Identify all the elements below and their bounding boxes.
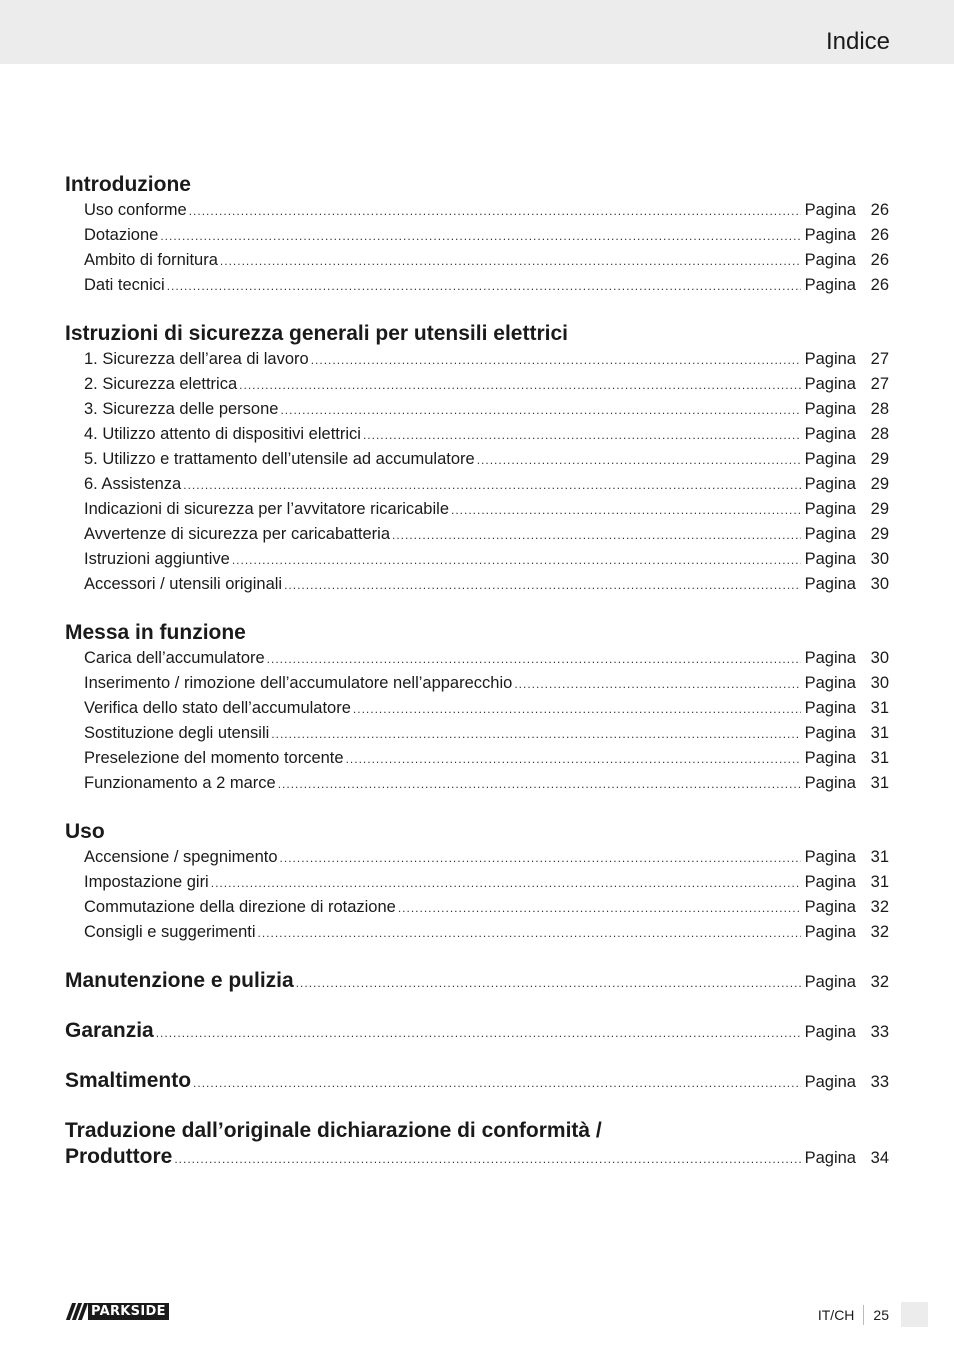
- leader-dots: [267, 647, 801, 672]
- section-heading-line1: Traduzione dall’originale dichiarazione di conformità /: [65, 1119, 602, 1142]
- toc-entry[interactable]: [65, 522, 889, 547]
- leader-dots: [477, 448, 801, 473]
- entry-label: 1. Sicurezza dell’area di lavoro: [84, 350, 309, 368]
- toc-entry[interactable]: [65, 547, 889, 572]
- entry-page: Pagina 33: [804, 1073, 889, 1091]
- leader-dots: [189, 199, 801, 224]
- logo-stripes-icon: [66, 1303, 88, 1320]
- toc-entry[interactable]: [65, 273, 889, 298]
- toc-entry[interactable]: [65, 771, 889, 796]
- entry-page: Pagina 33: [804, 1023, 889, 1041]
- entry-page: Pagina 30: [804, 649, 889, 667]
- entry-page: Pagina 31: [804, 774, 889, 792]
- toc-section-sicurezza: [65, 321, 889, 597]
- toc-entry[interactable]: [65, 372, 889, 397]
- leader-dots: [280, 398, 800, 423]
- entry-page: Pagina 27: [804, 350, 889, 368]
- leader-dots: [167, 274, 801, 299]
- header-bar: [0, 0, 954, 64]
- toc-section-introduzione: [65, 172, 889, 298]
- toc-entry[interactable]: [65, 920, 889, 945]
- entry-label: Avvertenze di sicurezza per caricabatteria: [84, 525, 391, 543]
- footer-tab: [901, 1302, 928, 1327]
- leader-dots: [278, 772, 801, 797]
- leader-dots: [193, 1070, 801, 1096]
- leader-dots: [156, 1020, 801, 1046]
- leader-dots: [451, 498, 801, 523]
- toc-entry[interactable]: [65, 472, 889, 497]
- page-title: Indice: [825, 28, 890, 55]
- toc-entry[interactable]: [65, 870, 889, 895]
- leader-dots: [311, 348, 801, 373]
- section-heading: Garanzia: [65, 1019, 154, 1042]
- entry-page: Pagina 28: [804, 400, 889, 418]
- leader-dots: [392, 523, 801, 548]
- entry-page: Pagina 31: [804, 848, 889, 866]
- entry-page: Pagina 31: [804, 699, 889, 717]
- entry-page: Pagina 31: [804, 724, 889, 742]
- table-of-contents: [65, 172, 889, 1170]
- entry-label: Impostazione giri: [84, 873, 209, 891]
- entry-label: 4. Utilizzo attento di dispositivi elettrici: [84, 425, 361, 443]
- entry-page: Pagina 29: [804, 475, 889, 493]
- toc-entry[interactable]: [65, 646, 889, 671]
- entry-page: Pagina 31: [804, 749, 889, 767]
- entry-label: Carica dell’accumulatore: [84, 649, 265, 667]
- section-heading: Messa in funzione: [65, 621, 246, 644]
- entry-page: Pagina 31: [804, 873, 889, 891]
- toc-section-messa-in-funzione: [65, 620, 889, 796]
- toc-entry[interactable]: [65, 497, 889, 522]
- entry-label: Commutazione della direzione di rotazione: [84, 898, 396, 916]
- toc-entry[interactable]: [65, 248, 889, 273]
- entry-label: Indicazioni di sicurezza per l’avvitatore ricaricabile: [84, 500, 449, 518]
- entry-label: Preselezione del momento torcente: [84, 749, 344, 767]
- entry-label: Accensione / spegnimento: [84, 848, 278, 866]
- entry-label: Consigli e suggerimenti: [84, 923, 256, 941]
- toc-section-manutenzione[interactable]: [65, 968, 889, 994]
- entry-label: 2. Sicurezza elettrica: [84, 375, 238, 393]
- locale-label: IT/CH: [817, 1306, 855, 1323]
- leader-dots: [220, 249, 801, 274]
- toc-section-smaltimento[interactable]: [65, 1068, 889, 1094]
- entry-label: Inserimento / rimozione dell’accumulatore nell’apparecchio: [84, 674, 513, 692]
- leader-dots: [280, 846, 801, 871]
- section-heading: Smaltimento: [65, 1069, 192, 1092]
- page-number: 25: [873, 1306, 889, 1323]
- toc-entry[interactable]: [65, 696, 889, 721]
- entry-page: Pagina 30: [804, 575, 889, 593]
- leader-dots: [363, 423, 801, 448]
- entry-label: 6. Assistenza: [84, 475, 182, 493]
- logo-text: PARKSIDE: [88, 1303, 169, 1320]
- toc-entry[interactable]: [65, 746, 889, 771]
- leader-dots: [183, 473, 800, 498]
- leader-dots: [296, 970, 801, 996]
- leader-dots: [353, 697, 801, 722]
- page-footer: [818, 1302, 928, 1327]
- section-heading: Uso: [65, 820, 105, 843]
- entry-label: Funzionamento a 2 marce: [84, 774, 276, 792]
- entry-label: 3. Sicurezza delle persone: [84, 400, 279, 418]
- leader-dots: [398, 896, 801, 921]
- entry-label: Uso conforme: [84, 201, 187, 219]
- leader-dots: [271, 722, 800, 747]
- leader-dots: [239, 373, 800, 398]
- leader-dots: [284, 573, 801, 598]
- toc-entry[interactable]: [65, 895, 889, 920]
- section-heading: Manutenzione e pulizia: [65, 969, 294, 992]
- leader-dots: [346, 747, 801, 772]
- entry-page: Pagina 30: [804, 550, 889, 568]
- entry-label: Verifica dello stato dell’accumulatore: [84, 699, 351, 717]
- entry-page: Pagina 29: [804, 450, 889, 468]
- leader-dots: [211, 871, 801, 896]
- entry-label: Sostituzione degli utensili: [84, 724, 270, 742]
- toc-entry[interactable]: [65, 447, 889, 472]
- entry-page: Pagina 34: [804, 1149, 889, 1167]
- toc-entry[interactable]: [65, 422, 889, 447]
- entry-label: 5. Utilizzo e trattamento dell’utensile ad accumulatore: [84, 450, 475, 468]
- toc-entry[interactable]: [65, 572, 889, 597]
- toc-entry[interactable]: [65, 721, 889, 746]
- entry-page: Pagina 30: [804, 674, 889, 692]
- entry-label: Accessori / utensili originali: [84, 575, 283, 593]
- toc-entry[interactable]: [65, 198, 889, 223]
- toc-section-garanzia[interactable]: [65, 1018, 889, 1044]
- section-heading-line2: Produttore: [65, 1145, 173, 1168]
- entry-page: Pagina 28: [804, 425, 889, 443]
- toc-entry[interactable]: [65, 397, 889, 422]
- toc-entry[interactable]: [65, 671, 889, 696]
- toc-entry[interactable]: [65, 347, 889, 372]
- section-heading: Introduzione: [65, 173, 191, 196]
- toc-entry[interactable]: [65, 223, 889, 248]
- toc-section-uso: [65, 819, 889, 945]
- entry-page: Pagina 27: [804, 375, 889, 393]
- entry-page: Pagina 32: [804, 973, 889, 991]
- entry-page: Pagina 26: [804, 226, 889, 244]
- section-heading: Istruzioni di sicurezza generali per utensili elettrici: [65, 322, 568, 345]
- entry-label: Dotazione: [84, 226, 159, 244]
- toc-section-traduzione[interactable]: [65, 1118, 889, 1170]
- entry-page: Pagina 32: [804, 923, 889, 941]
- leader-dots: [232, 548, 801, 573]
- toc-entry[interactable]: [65, 845, 889, 870]
- leader-dots: [514, 672, 800, 697]
- entry-page: Pagina 26: [804, 276, 889, 294]
- entry-label: Ambito di fornitura: [84, 251, 218, 269]
- entry-page: Pagina 29: [804, 525, 889, 543]
- entry-page: Pagina 26: [804, 251, 889, 269]
- footer-divider: [863, 1305, 864, 1325]
- entry-page: Pagina 32: [804, 898, 889, 916]
- entry-label: Dati tecnici: [84, 276, 165, 294]
- parkside-logo: [66, 1303, 176, 1320]
- leader-dots: [174, 1146, 800, 1172]
- entry-page: Pagina 29: [804, 500, 889, 518]
- entry-label: Istruzioni aggiuntive: [84, 550, 230, 568]
- entry-page: Pagina 26: [804, 201, 889, 219]
- leader-dots: [160, 224, 800, 249]
- leader-dots: [258, 921, 801, 946]
